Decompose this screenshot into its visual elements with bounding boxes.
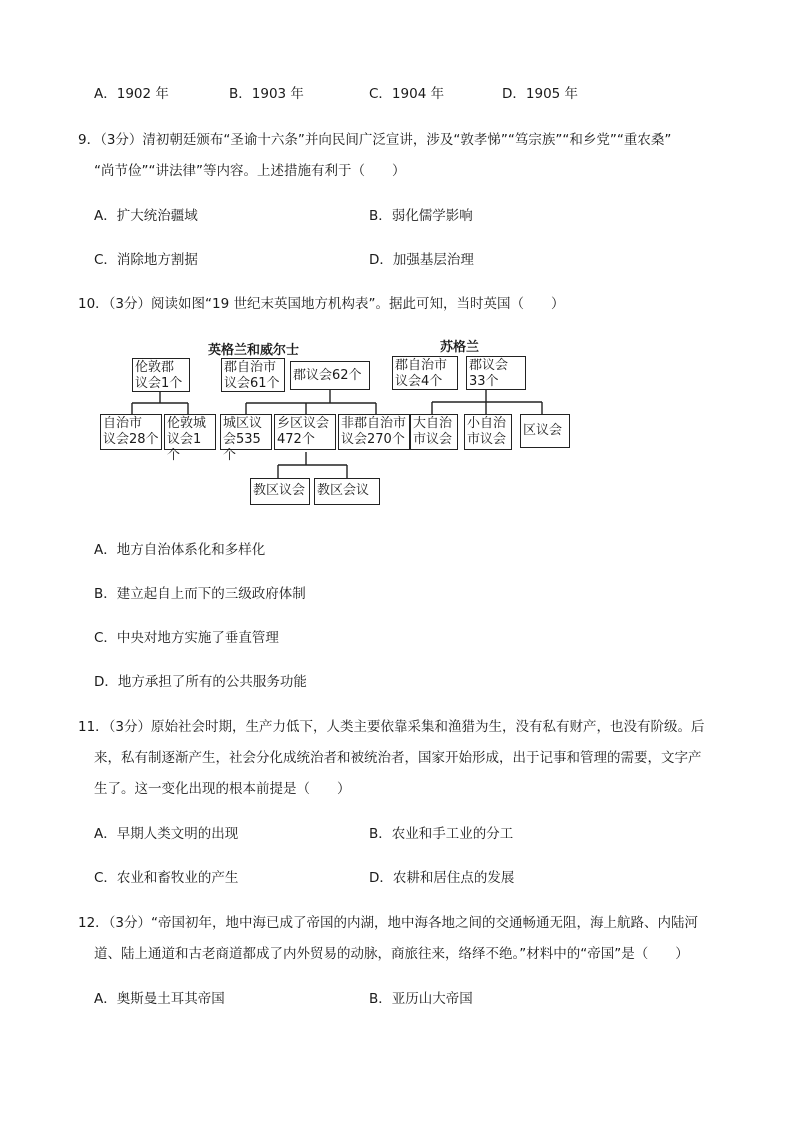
large-burgh-line1: 大自治 bbox=[413, 416, 453, 431]
rural-district-line1: 乡区议会 bbox=[277, 416, 330, 431]
london-city-line1: 伦敦城 bbox=[167, 416, 207, 431]
large-burgh-council-box bbox=[410, 414, 458, 450]
q9-option-a[interactable]: A．扩大统治疆域 bbox=[94, 208, 198, 224]
county-council-label: 郡议会62个 bbox=[293, 368, 362, 383]
london-county-line2: 议会1个 bbox=[135, 376, 183, 391]
parish-council-label: 教区议会 bbox=[253, 483, 306, 498]
q9-stem-line1: 9．（3分）清初朝廷颁布“圣谕十六条”并向民间广泛宣讲，涉及“敦孝悌”“笃宗族”“和乡党”“重农桑” bbox=[78, 132, 672, 148]
q11-stem-line3: 生了。这一变化出现的根本前提是（ ） bbox=[94, 781, 351, 797]
q9-option-b[interactable]: B．弱化儒学影响 bbox=[369, 208, 473, 224]
q11-option-b[interactable]: B．农业和手工业的分工 bbox=[369, 826, 514, 842]
q8-option-a[interactable]: A．1902 年 bbox=[94, 86, 169, 102]
region-england-wales: 英格兰和威尔士 bbox=[208, 343, 300, 358]
district-council-box bbox=[520, 414, 570, 448]
q11-option-d[interactable]: D．农耕和居住点的发展 bbox=[369, 870, 515, 886]
county-council-box bbox=[290, 361, 370, 390]
q8-option-c[interactable]: C．1904 年 bbox=[369, 86, 445, 102]
scot-county-council-line1: 郡议会 bbox=[469, 358, 509, 373]
london-city-council-box bbox=[164, 414, 216, 463]
region-scotland: 苏格兰 bbox=[440, 340, 480, 355]
county-borough-line1: 郡自治市 bbox=[224, 360, 277, 375]
large-burgh-line2: 市议会 bbox=[413, 432, 453, 447]
q10-option-a[interactable]: A．地方自治体系化和多样化 bbox=[94, 542, 266, 558]
q11-option-c[interactable]: C．农业和畜牧业的产生 bbox=[94, 870, 239, 886]
q10-option-b[interactable]: B．建立起自上而下的三级政府体制 bbox=[94, 586, 306, 602]
london-city-line2: 议会1个 bbox=[167, 432, 202, 463]
q12-stem-line1: 12．（3分）“帝国初年，地中海已成了帝国的内湖，地中海各地之间的交通畅通无阻，海上航路、内陆河 bbox=[78, 915, 699, 931]
borough-council-box bbox=[100, 414, 162, 450]
local-government-org-chart bbox=[96, 328, 576, 508]
borough-line1: 自治市 bbox=[103, 416, 143, 431]
london-county-line1: 伦敦郡 bbox=[135, 360, 175, 375]
scot-county-borough-line1: 郡自治市 bbox=[395, 358, 448, 373]
q10-stem: 10．（3分）阅读如图“19 世纪末英国地方机构表”。据此可知，当时英国（ ） bbox=[78, 296, 565, 312]
non-county-borough-line1: 非郡自治市 bbox=[341, 416, 407, 431]
parish-meeting-label: 教区会议 bbox=[317, 483, 370, 498]
q8-option-b[interactable]: B．1903 年 bbox=[229, 86, 304, 102]
scotland-county-council-box bbox=[466, 356, 526, 390]
q11-stem-line2: 来，私有制逐渐产生，社会分化成统治者和被统治者，国家开始形成，出于记事和管理的需要，文字产 bbox=[94, 750, 702, 766]
parish-council-box bbox=[250, 478, 310, 505]
parish-meeting-box bbox=[314, 478, 380, 505]
q12-stem-line2: 道、陆上通道和古老商道都成了内外贸易的动脉，商旅往来，络绎不绝。”材料中的“帝国”是（ ） bbox=[94, 946, 689, 962]
urban-district-line1: 城区议 bbox=[223, 416, 263, 431]
urban-district-line2: 会535个 bbox=[223, 432, 261, 463]
q11-option-a[interactable]: A．早期人类文明的出现 bbox=[94, 826, 239, 842]
county-borough-line2: 议会61个 bbox=[224, 376, 280, 391]
q9-option-c[interactable]: C．消除地方割据 bbox=[94, 252, 198, 268]
borough-line2: 议会28个 bbox=[103, 432, 159, 447]
non-county-borough-council-box bbox=[338, 414, 410, 450]
scot-county-borough-line2: 议会4个 bbox=[395, 374, 443, 389]
county-borough-council-box bbox=[221, 358, 285, 392]
small-burgh-council-box bbox=[464, 414, 512, 450]
non-county-borough-line2: 议会270个 bbox=[341, 432, 405, 447]
london-county-council-box bbox=[132, 358, 190, 392]
q9-option-d[interactable]: D．加强基层治理 bbox=[369, 252, 474, 268]
q12-option-b[interactable]: B．亚历山大帝国 bbox=[369, 991, 473, 1007]
q12-option-a[interactable]: A．奥斯曼土耳其帝国 bbox=[94, 991, 225, 1007]
scot-county-council-line2: 33个 bbox=[469, 374, 499, 389]
small-burgh-line2: 市议会 bbox=[467, 432, 507, 447]
urban-district-council-box bbox=[220, 414, 272, 463]
district-council-label: 区议会 bbox=[523, 423, 563, 438]
small-burgh-line1: 小自治 bbox=[467, 416, 507, 431]
rural-district-line2: 472个 bbox=[277, 432, 315, 447]
q11-stem-line1: 11．（3分）原始社会时期，生产力低下，人类主要依靠采集和渔猎为生，没有私有财产，也没有阶级。后 bbox=[78, 719, 705, 735]
scotland-county-borough-box bbox=[392, 356, 458, 390]
q8-option-d[interactable]: D．1905 年 bbox=[502, 86, 579, 102]
q9-stem-line2: “尚节俭”“讲法律”等内容。上述措施有利于（ ） bbox=[94, 163, 406, 179]
q10-option-d[interactable]: D．地方承担了所有的公共服务功能 bbox=[94, 674, 307, 690]
q10-option-c[interactable]: C．中央对地方实施了垂直管理 bbox=[94, 630, 279, 646]
rural-district-council-box bbox=[274, 414, 336, 450]
